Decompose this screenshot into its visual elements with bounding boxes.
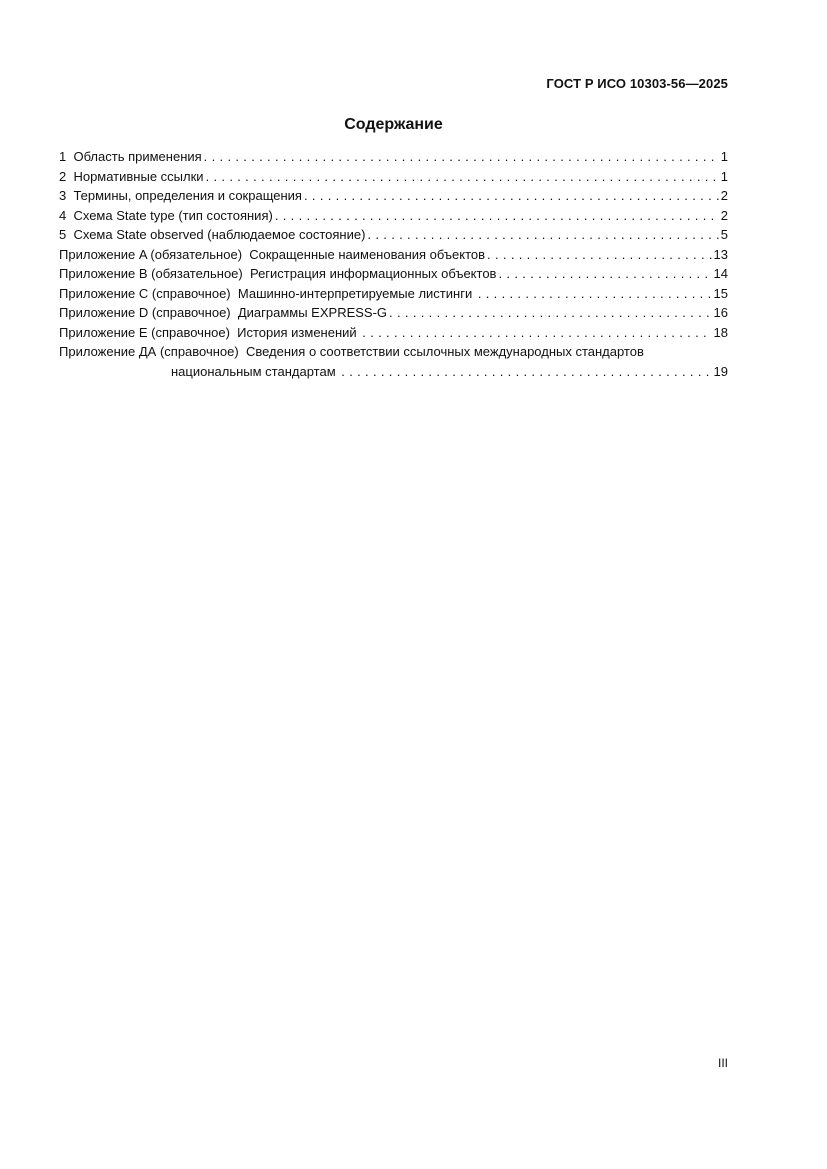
- toc-entry-page: 2: [720, 188, 728, 203]
- toc-entry-page: 5: [720, 227, 728, 242]
- dot-leader: [304, 186, 719, 206]
- toc-entry-page: 19: [713, 363, 728, 379]
- document-code: ГОСТ Р ИСО 10303-56—2025: [546, 76, 728, 91]
- toc-entry-annex-e[interactable]: [59, 323, 728, 343]
- toc-entry-label: 4 Схема State type (тип состояния): [59, 207, 273, 223]
- toc-entry-label: Приложение A (обязательное) Сокращенные наименования объектов: [59, 246, 486, 262]
- toc-entry-terms[interactable]: [59, 186, 728, 206]
- toc-entry-state-type[interactable]: [59, 206, 728, 226]
- toc-entry-label: Приложение B (обязательное) Регистрация информационных объектов: [59, 266, 497, 281]
- dot-leader: [498, 264, 711, 284]
- toc-entry-label: 1 Область применения: [59, 149, 202, 164]
- toc-entry-state-observed[interactable]: [59, 225, 728, 245]
- toc-title: Содержание: [344, 116, 443, 133]
- toc-entry-annex-b[interactable]: [59, 264, 728, 284]
- toc-entry-page: 14: [713, 266, 728, 281]
- toc-entry-page: 15: [713, 285, 728, 301]
- toc-entry-label: 2 Нормативные ссылки: [59, 168, 204, 184]
- toc-entry-label: 3 Термины, определения и сокращения: [59, 188, 302, 203]
- dot-leader: [275, 206, 719, 226]
- toc-entry-annex-da[interactable]: [59, 342, 728, 362]
- toc-entry-label: Приложение ДА (справочное) Сведения о соответствии ссылочных международных стандартов: [59, 344, 644, 359]
- toc-entry-annex-c[interactable]: [59, 284, 728, 304]
- table-of-contents: [59, 147, 728, 381]
- toc-entry-scope[interactable]: [59, 147, 728, 167]
- toc-entry-page: 1: [720, 168, 728, 184]
- toc-entry-annex-a[interactable]: [59, 245, 728, 265]
- dot-leader: [204, 147, 719, 167]
- toc-entry-label: 5 Схема State observed (наблюдаемое состояние): [59, 227, 366, 242]
- dot-leader: [478, 284, 712, 304]
- toc-entry-annex-d[interactable]: [59, 303, 728, 323]
- toc-entry-page: 13: [713, 246, 728, 262]
- dot-leader: [389, 303, 711, 323]
- page-number: III: [717, 1056, 728, 1070]
- dot-leader: [367, 225, 718, 245]
- toc-entry-label: Приложение D (справочное) Диаграммы EXPRESS-G: [59, 305, 388, 320]
- toc-entry-page: 16: [713, 305, 728, 320]
- toc-entry-normative-references[interactable]: [59, 167, 728, 187]
- toc-entry-label: Приложение C (справочное) Машинно-интерпретируемые листинги: [59, 285, 476, 301]
- toc-entry-page: 2: [720, 207, 728, 223]
- toc-entry-annex-da-continuation[interactable]: [59, 362, 728, 382]
- dot-leader: [206, 167, 719, 187]
- toc-entry-label: Приложение E (справочное) История изменений: [59, 324, 361, 340]
- dot-leader: [362, 323, 711, 343]
- toc-entry-page: 1: [720, 149, 728, 164]
- dot-leader: [341, 362, 711, 382]
- toc-entry-page: 18: [713, 324, 728, 340]
- dot-leader: [487, 245, 711, 265]
- toc-entry-label-continuation: национальным стандартам: [171, 363, 340, 379]
